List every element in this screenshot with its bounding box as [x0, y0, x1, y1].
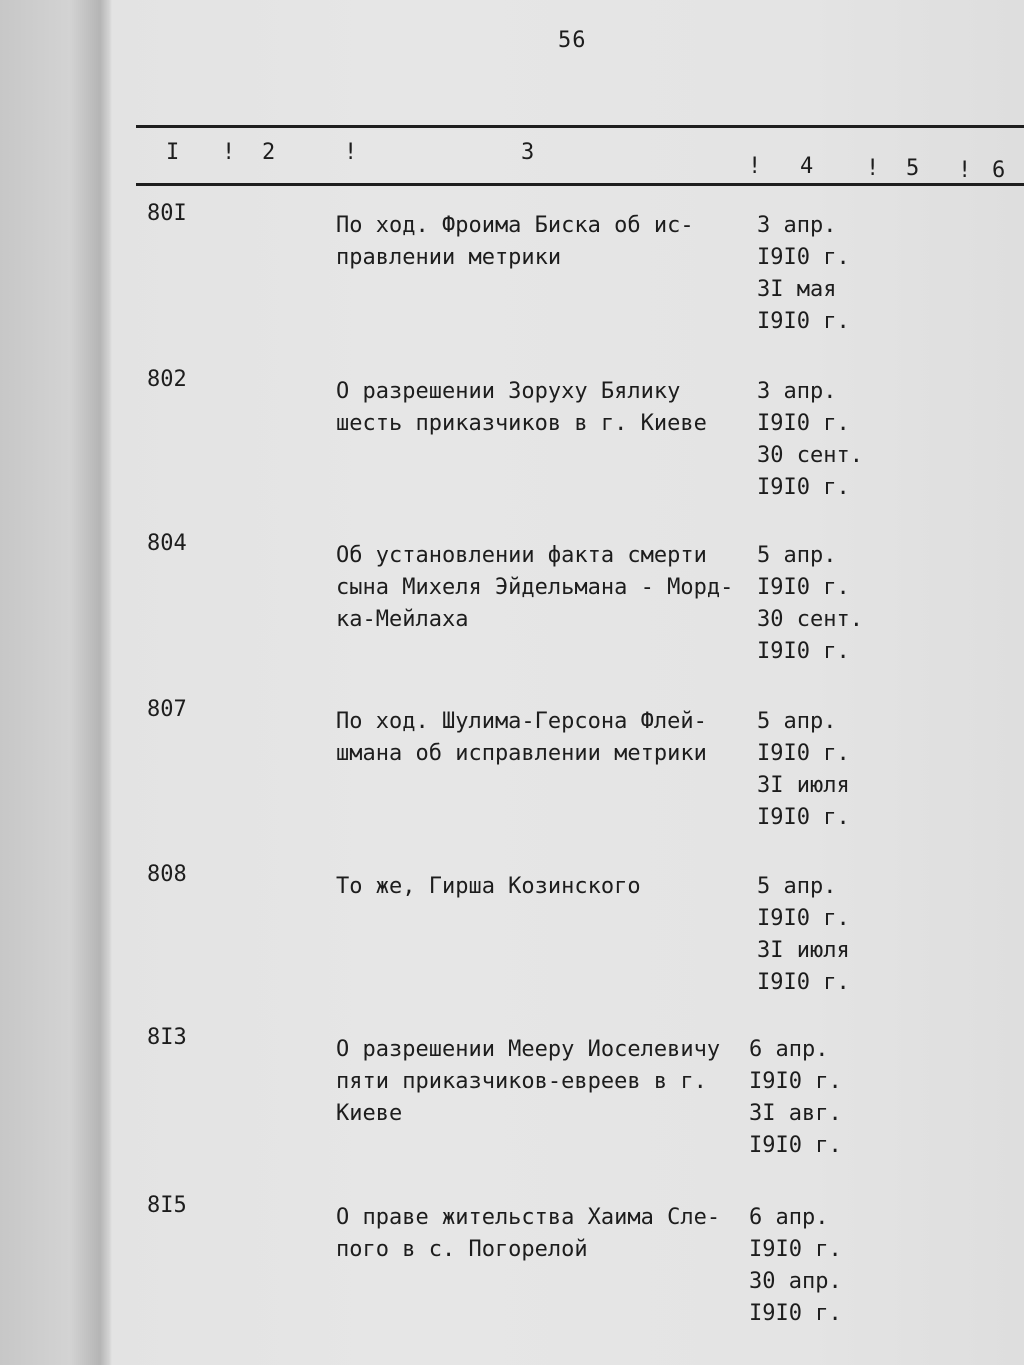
end-year: I9I0 г. — [757, 639, 850, 664]
end-date: 3I авг. — [749, 1101, 842, 1126]
start-year: I9I0 г. — [757, 906, 850, 931]
start-date: 3 апр. — [757, 379, 837, 404]
table-header-rule — [136, 183, 1024, 186]
header-col-2: 2 — [262, 140, 276, 165]
start-year: I9I0 г. — [757, 411, 850, 436]
record-number: 80I — [147, 201, 187, 226]
record-dates — [757, 706, 850, 834]
record-number: 8I5 — [147, 1193, 187, 1218]
record-dates — [749, 1202, 842, 1330]
header-separator: ! — [866, 156, 880, 181]
start-date: 6 апр. — [749, 1205, 829, 1230]
table-top-rule — [136, 125, 1024, 128]
end-year: I9I0 г. — [757, 805, 850, 830]
end-date: 3I июля — [757, 773, 850, 798]
record-dates — [757, 376, 863, 504]
record-description: То же, Гирша Козинского — [336, 874, 641, 899]
start-date: 6 апр. — [749, 1037, 829, 1062]
end-date: 30 сент. — [757, 607, 863, 632]
record-dates — [757, 871, 850, 999]
start-date: 5 апр. — [757, 874, 837, 899]
record-number: 8I3 — [147, 1025, 187, 1050]
table-row — [0, 364, 1024, 524]
table-row — [0, 694, 1024, 854]
end-year: I9I0 г. — [757, 309, 850, 334]
header-col-5: 5 — [906, 156, 920, 181]
end-year: I9I0 г. — [749, 1301, 842, 1326]
header-col-1: I — [166, 140, 180, 165]
start-year: I9I0 г. — [757, 245, 850, 270]
header-separator: ! — [958, 158, 972, 183]
table-row — [0, 528, 1024, 688]
record-description: По ход. Шулима-Герсона Флей- шмана об исправлении метрики — [336, 709, 707, 766]
end-date: 3I мая — [757, 277, 837, 302]
table-row — [0, 198, 1024, 358]
record-number: 804 — [147, 531, 187, 556]
header-separator: ! — [344, 140, 358, 165]
record-description: Об установлении факта смерти сына Михеля Эйдельмана - Морд- ка-Мейлаха — [336, 543, 734, 632]
header-separator: ! — [748, 154, 762, 179]
start-year: I9I0 г. — [757, 575, 850, 600]
record-number: 807 — [147, 697, 187, 722]
start-year: I9I0 г. — [749, 1237, 842, 1262]
end-year: I9I0 г. — [757, 970, 850, 995]
page-number: 56 — [558, 28, 587, 53]
record-dates — [757, 540, 863, 668]
record-description: О праве жительства Хаима Сле- пого в с. Погорелой — [336, 1205, 721, 1262]
end-date: 30 апр. — [749, 1269, 842, 1294]
record-dates — [757, 210, 850, 338]
header-col-3: 3 — [521, 140, 535, 165]
start-date: 5 апр. — [757, 543, 837, 568]
table-row — [0, 1022, 1024, 1182]
start-date: 5 апр. — [757, 709, 837, 734]
start-date: 3 апр. — [757, 213, 837, 238]
end-date: 30 сент. — [757, 443, 863, 468]
table-row — [0, 859, 1024, 1019]
start-year: I9I0 г. — [757, 741, 850, 766]
record-number: 802 — [147, 367, 187, 392]
header-separator: ! — [222, 140, 236, 165]
end-date: 3I июля — [757, 938, 850, 963]
record-description: О разрешении Зоруху Бялику шесть приказчиков в г. Киеве — [336, 379, 707, 436]
record-dates — [749, 1034, 842, 1162]
end-year: I9I0 г. — [749, 1133, 842, 1158]
record-description: По ход. Фроима Биска об ис- правлении метрики — [336, 213, 694, 270]
header-col-6: 6 — [992, 158, 1006, 183]
end-year: I9I0 г. — [757, 475, 850, 500]
record-description: О разрешении Мееру Иоселевичу пяти приказчиков-евреев в г. Киеве — [336, 1037, 721, 1126]
record-number: 808 — [147, 862, 187, 887]
start-year: I9I0 г. — [749, 1069, 842, 1094]
table-row — [0, 1190, 1024, 1350]
header-col-4: 4 — [800, 154, 814, 179]
